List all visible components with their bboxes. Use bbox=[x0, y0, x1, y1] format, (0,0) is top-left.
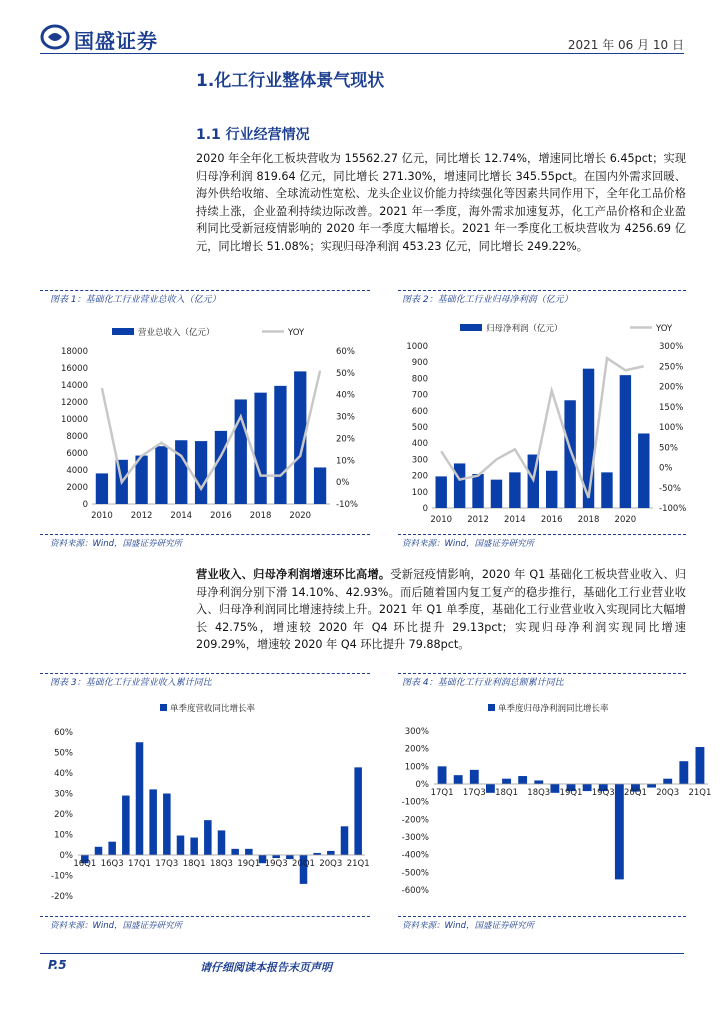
y-left-tick-label: 2000 bbox=[66, 483, 88, 493]
fig3-bottom-rule bbox=[40, 916, 370, 917]
y-right-tick-label: 100% bbox=[659, 423, 684, 433]
y-tick-label: 100% bbox=[404, 762, 429, 773]
bar bbox=[502, 779, 511, 784]
y-right-tick-label: 0% bbox=[336, 478, 350, 489]
bar bbox=[163, 794, 171, 856]
x-tick-label: 18Q3 bbox=[210, 859, 233, 869]
fig2-top-rule bbox=[398, 290, 686, 291]
report-date: 2021 年 06 月 10 日 bbox=[567, 38, 684, 52]
section-title: 1.化工行业整体景气现状 bbox=[196, 71, 385, 91]
y-tick-label: -600% bbox=[401, 886, 429, 896]
bar bbox=[546, 471, 557, 508]
x-tick-label: 20Q1 bbox=[624, 788, 647, 798]
x-tick-label: 16Q1 bbox=[73, 859, 97, 869]
bar bbox=[696, 747, 705, 784]
logo-icon bbox=[40, 24, 70, 50]
x-tick-label: 2012 bbox=[467, 515, 489, 525]
logo-name: 国盛证券 bbox=[74, 29, 158, 53]
x-tick-label: 18Q3 bbox=[527, 788, 551, 798]
bar bbox=[327, 851, 335, 855]
y-right-tick-label: 40% bbox=[336, 390, 355, 401]
x-tick-label: 2018 bbox=[577, 515, 600, 525]
y-right-tick-label: 300% bbox=[659, 342, 684, 352]
y-right-tick-label: 250% bbox=[659, 362, 684, 373]
x-tick-label: 21Q1 bbox=[346, 859, 370, 869]
bar bbox=[218, 830, 226, 855]
y-right-tick-label: 20% bbox=[336, 434, 355, 445]
bar bbox=[190, 838, 198, 855]
bar bbox=[354, 767, 362, 855]
y-tick-label: 200% bbox=[404, 744, 429, 755]
bar bbox=[534, 780, 543, 784]
y-left-tick-label: 10000 bbox=[60, 415, 88, 425]
bar bbox=[175, 440, 187, 504]
y-left-tick-label: 300 bbox=[411, 455, 428, 466]
legend-label-line: YOY bbox=[656, 324, 673, 334]
bar bbox=[454, 775, 463, 784]
paragraph-1: 2020 年全年化工板块营收为 15562.27 亿元，同比增长 12.74%，增速同比增长 6.45pct；实现归母净利润 819.64 亿元，同比增长 271.30%，增速同比增长 345.55pct。在国内外需求回暖、海外供给收缩、全球流动性宽松、龙头企业议价能力持续强化等因素共同作用下，全年化工品价格持续上涨，企业盈利持续边际改善。2021 年一季度，海外需求加速复苏，化工产品价格和企业盈利同比受新冠疫情影响的 2020 年一季度大幅增长。2021 年一季度化工板块营收为 4256.69 亿元，同比增长 51.08%；实现归母净利润 453.23 亿元，同比增长 249.22%。 bbox=[196, 152, 686, 253]
bar bbox=[509, 472, 520, 508]
bar bbox=[491, 480, 502, 508]
y-tick-label: -10% bbox=[51, 871, 73, 882]
bar bbox=[215, 431, 227, 504]
y-right-tick-label: -100% bbox=[659, 504, 687, 514]
legend-label: 单季度归母净利润同比增长率 bbox=[498, 704, 609, 714]
y-left-tick-label: 100 bbox=[411, 487, 428, 498]
fig1-bottom-rule bbox=[40, 534, 370, 535]
y-left-tick-label: 400 bbox=[411, 439, 428, 450]
x-tick-label: 17Q3 bbox=[155, 859, 179, 869]
x-tick-label: 20Q1 bbox=[292, 859, 315, 869]
bar bbox=[95, 847, 103, 855]
y-tick-label: 40% bbox=[54, 769, 73, 779]
bar bbox=[149, 789, 157, 855]
bar bbox=[341, 826, 349, 855]
x-tick-label: 2018 bbox=[249, 511, 272, 521]
paragraph-2-lead: 营业收入、归母净利润增速环比高增。 bbox=[196, 568, 391, 581]
bar bbox=[155, 446, 167, 504]
bar bbox=[245, 849, 253, 855]
x-tick-label: 17Q3 bbox=[462, 788, 486, 798]
legend-swatch bbox=[160, 704, 167, 711]
fig3-top-rule bbox=[40, 673, 370, 674]
legend-label-bar: 营业总收入（亿元） bbox=[138, 328, 215, 338]
x-tick-label: 2014 bbox=[504, 515, 526, 525]
bar bbox=[638, 433, 649, 508]
bar bbox=[647, 784, 656, 788]
y-right-tick-label: 0% bbox=[659, 463, 673, 474]
y-left-tick-label: 0 bbox=[422, 504, 428, 514]
y-tick-label: -400% bbox=[401, 850, 429, 861]
y-left-tick-label: 500 bbox=[411, 423, 428, 433]
footer-rule bbox=[40, 953, 684, 954]
fig2-bottom-rule bbox=[398, 534, 686, 535]
y-left-tick-label: 16000 bbox=[60, 364, 88, 374]
chart-profit-growth bbox=[398, 694, 712, 912]
bar bbox=[615, 784, 624, 879]
fig3-caption: 图表 3：基础化工行业营业收入累计同比 bbox=[50, 678, 212, 688]
fig4-top-rule bbox=[398, 673, 686, 674]
fig1-top-rule bbox=[40, 290, 370, 291]
legend-swatch-bar bbox=[460, 324, 482, 331]
y-left-tick-label: 14000 bbox=[60, 381, 88, 391]
x-tick-label: 19Q1 bbox=[559, 788, 583, 798]
y-tick-label: 10% bbox=[54, 830, 73, 841]
x-tick-label: 19Q3 bbox=[264, 859, 288, 869]
y-tick-label: -300% bbox=[401, 833, 429, 843]
fig4-bottom-rule bbox=[398, 916, 686, 917]
x-tick-label: 17Q1 bbox=[430, 788, 454, 798]
x-tick-label: 2010 bbox=[430, 515, 453, 525]
y-left-tick-label: 18000 bbox=[60, 347, 88, 357]
x-tick-label: 2020 bbox=[289, 511, 312, 521]
x-tick-label: 18Q1 bbox=[495, 788, 518, 798]
x-tick-label: 2020 bbox=[614, 515, 637, 525]
bar bbox=[195, 441, 207, 504]
y-right-tick-label: -10% bbox=[336, 500, 358, 510]
y-left-tick-label: 6000 bbox=[66, 449, 88, 459]
y-tick-label: 20% bbox=[54, 810, 73, 820]
y-tick-label: -20% bbox=[51, 892, 73, 902]
y-left-tick-label: 200 bbox=[411, 471, 428, 482]
bar bbox=[550, 784, 559, 793]
bar bbox=[254, 393, 266, 504]
bar bbox=[472, 474, 483, 508]
bar bbox=[177, 836, 185, 855]
x-tick-label: 2012 bbox=[130, 511, 153, 521]
bar bbox=[274, 386, 286, 504]
bar bbox=[108, 842, 116, 855]
y-right-tick-label: 200% bbox=[659, 382, 684, 393]
x-tick-label: 19Q3 bbox=[591, 788, 615, 798]
bar bbox=[122, 796, 130, 855]
bar bbox=[518, 776, 527, 784]
bar bbox=[136, 742, 144, 855]
bar bbox=[679, 761, 688, 784]
bar bbox=[564, 400, 575, 508]
y-left-tick-label: 1000 bbox=[406, 342, 428, 352]
fig2-caption: 图表 2：基础化工行业归母净利润（亿元） bbox=[402, 295, 573, 305]
x-tick-label: 20Q3 bbox=[319, 859, 343, 869]
paragraph-2 bbox=[196, 566, 686, 654]
subsection-title: 1.1 行业经营情况 bbox=[196, 127, 310, 143]
fig3-source: 资料来源：Wind，国盛证券研究所 bbox=[50, 921, 183, 931]
y-left-tick-label: 12000 bbox=[60, 398, 88, 408]
y-right-tick-label: 50% bbox=[336, 368, 355, 379]
y-right-tick-label: 10% bbox=[336, 456, 355, 467]
y-left-tick-label: 4000 bbox=[66, 466, 88, 476]
x-tick-label: 2016 bbox=[210, 511, 232, 521]
fig2-source: 资料来源：Wind，国盛证券研究所 bbox=[402, 539, 535, 549]
x-tick-label: 18Q1 bbox=[182, 859, 206, 869]
bar bbox=[601, 472, 612, 508]
legend-swatch bbox=[488, 704, 495, 711]
bar bbox=[486, 784, 495, 793]
y-tick-label: -200% bbox=[401, 815, 429, 826]
y-left-tick-label: 700 bbox=[411, 390, 428, 401]
x-tick-label: 16Q3 bbox=[100, 859, 124, 869]
paragraph-2-body: 受新冠疫情影响，2020 年 Q1 基础化工板块营业收入、归母净利润分别下滑 14.10%、42.93%。而后随着国内复工复产的稳步推行，基础化工行业营业收入、归母净利润同比增速持续上升。2021 年 Q1 单季度，基础化工行业营业收入实现同比大幅增长 42.75%，增速较 2020 年 Q4 环比提升 29.13pct；实现归母净利润实现同比增速 209.29%，增速较 2020 年 Q4 环比提升 79.88pct。 bbox=[196, 568, 686, 652]
chart-net-profit bbox=[398, 310, 698, 530]
y-right-tick-label: 50% bbox=[659, 443, 678, 454]
x-tick-label: 2010 bbox=[91, 511, 113, 521]
yoy-line bbox=[441, 358, 644, 498]
x-tick-label: 21Q1 bbox=[688, 788, 712, 798]
bar bbox=[438, 766, 447, 784]
legend-label-bar: 归母净利润（亿元） bbox=[486, 324, 563, 334]
bar bbox=[96, 473, 108, 504]
x-tick-label: 20Q3 bbox=[656, 788, 680, 798]
legend-label: 单季度营收同比增长率 bbox=[170, 704, 256, 714]
bar bbox=[272, 855, 280, 858]
y-tick-label: 60% bbox=[54, 728, 73, 738]
header-rule bbox=[40, 53, 684, 54]
y-right-tick-label: -50% bbox=[659, 483, 681, 494]
y-tick-label: 30% bbox=[54, 789, 73, 800]
bar bbox=[435, 476, 446, 508]
bar bbox=[231, 849, 239, 855]
y-right-tick-label: 60% bbox=[336, 347, 355, 357]
y-left-tick-label: 0 bbox=[82, 500, 88, 510]
bar bbox=[620, 375, 631, 508]
y-tick-label: -100% bbox=[401, 797, 429, 808]
page-number: P.5 bbox=[48, 958, 67, 972]
fig4-caption: 图表 4：基础化工行业利润总额累计同比 bbox=[402, 678, 564, 688]
y-left-tick-label: 900 bbox=[411, 358, 428, 369]
bar bbox=[454, 463, 465, 508]
bar bbox=[204, 820, 212, 855]
y-left-tick-label: 800 bbox=[411, 374, 428, 385]
bar bbox=[663, 779, 672, 784]
fig4-source: 资料来源：Wind，国盛证券研究所 bbox=[402, 921, 535, 931]
bar bbox=[583, 784, 592, 791]
legend-label-line: YOY bbox=[288, 328, 305, 338]
fig1-source: 资料来源：Wind，国盛证券研究所 bbox=[50, 539, 183, 549]
y-tick-label: 0% bbox=[59, 851, 73, 861]
y-left-tick-label: 600 bbox=[411, 406, 428, 417]
y-right-tick-label: 150% bbox=[659, 402, 684, 413]
y-left-tick-label: 8000 bbox=[66, 432, 88, 442]
chart-revenue bbox=[40, 310, 380, 530]
bar bbox=[314, 467, 326, 504]
y-tick-label: -500% bbox=[401, 868, 429, 879]
x-tick-label: 2014 bbox=[170, 511, 193, 521]
legend-swatch-bar bbox=[112, 328, 134, 335]
fig1-caption: 图表 1：基础化工行业营业总收入（亿元） bbox=[50, 295, 221, 305]
x-tick-label: 17Q1 bbox=[128, 859, 151, 869]
x-tick-label: 19Q1 bbox=[237, 859, 261, 869]
y-tick-label: 300% bbox=[404, 727, 429, 737]
y-tick-label: 50% bbox=[54, 748, 73, 759]
yoy-line bbox=[102, 371, 320, 489]
footer-disclaimer: 请仔细阅读本报告末页声明 bbox=[200, 961, 332, 974]
chart-revenue-growth bbox=[40, 694, 380, 912]
x-tick-label: 2016 bbox=[540, 515, 563, 525]
y-right-tick-label: 30% bbox=[336, 412, 355, 423]
y-tick-label: 0% bbox=[415, 780, 429, 790]
bar bbox=[470, 770, 479, 784]
